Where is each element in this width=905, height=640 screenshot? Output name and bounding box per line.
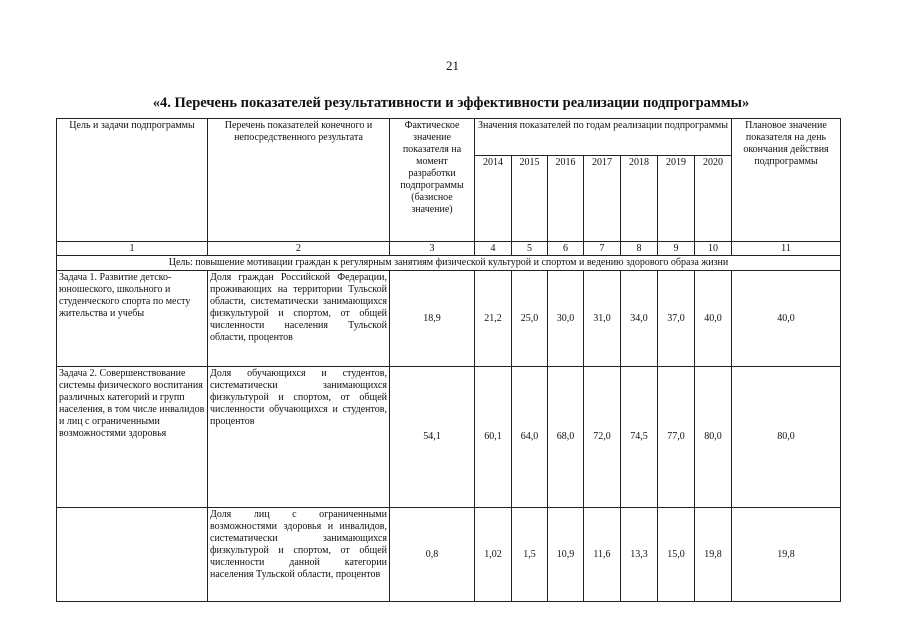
goal-text: Цель: повышение мотивации граждан к регулярным занятиям физической культурой и спортом и ведению здорового образа жизни (57, 256, 841, 271)
planned-value-cell: 40,0 (732, 271, 841, 367)
column-number: 11 (732, 242, 841, 256)
year-value-cell: 68,0 (548, 367, 584, 508)
planned-value-cell: 80,0 (732, 367, 841, 508)
task-cell: Задача 1. Развитие детско-юношеского, школьного и студенческого спорта по месту жительства и учебы (57, 271, 208, 367)
year-value-cell: 34,0 (621, 271, 658, 367)
base-value-cell: 54,1 (390, 367, 475, 508)
indicator-cell: Доля лиц с ограниченными возможностями здоровья и инвалидов, систематически занимающихся физкультурой и спортом, от общей численности данной категории населения Тульской области, процентов (208, 508, 390, 602)
indicator-cell: Доля граждан Российской Федерации, проживающих на территории Тульской области, систематически занимающихся физкультурой и спортом, от общей численности населения Тульской области, процентов (208, 271, 390, 367)
column-number: 7 (584, 242, 621, 256)
planned-value-cell: 19,8 (732, 508, 841, 602)
column-number: 9 (658, 242, 695, 256)
column-number: 3 (390, 242, 475, 256)
header-planned-value: Плановое значение показателя на день окончания действия подпрограммы (732, 119, 841, 242)
year-value-cell: 30,0 (548, 271, 584, 367)
year-value-cell: 37,0 (658, 271, 695, 367)
header-actual-value: Фактическое значение показателя на момент разработки подпрограммы (базисное значение) (390, 119, 475, 242)
year-value-cell: 21,2 (475, 271, 512, 367)
column-number: 6 (548, 242, 584, 256)
header-yearly-values: Значения показателей по годам реализации подпрограммы (475, 119, 732, 156)
year-value-cell: 10,9 (548, 508, 584, 602)
header-year: 2017 (584, 156, 621, 242)
year-value-cell: 74,5 (621, 367, 658, 508)
goal-row (57, 256, 841, 271)
year-value-cell: 1,02 (475, 508, 512, 602)
column-number: 10 (695, 242, 732, 256)
year-value-cell: 60,1 (475, 367, 512, 508)
table-row (57, 508, 841, 602)
column-number: 1 (57, 242, 208, 256)
header-row-top (57, 119, 841, 156)
header-goal-tasks: Цель и задачи подпрограммы (57, 119, 208, 242)
column-number: 8 (621, 242, 658, 256)
column-number-row (57, 242, 841, 256)
page-number: 21 (446, 58, 459, 73)
year-value-cell: 77,0 (658, 367, 695, 508)
header-year: 2015 (512, 156, 548, 242)
column-number: 4 (475, 242, 512, 256)
year-value-cell: 31,0 (584, 271, 621, 367)
year-value-cell: 72,0 (584, 367, 621, 508)
indicator-cell: Доля обучающихся и студентов, систематически занимающихся физкультурой и спортом, от общей численности обучающихся и студентов, процентов (208, 367, 390, 508)
header-year: 2016 (548, 156, 584, 242)
header-year: 2014 (475, 156, 512, 242)
year-value-cell: 80,0 (695, 367, 732, 508)
year-value-cell: 64,0 (512, 367, 548, 508)
year-value-cell: 19,8 (695, 508, 732, 602)
table-row (57, 271, 841, 367)
indicators-table (56, 118, 841, 602)
year-value-cell: 25,0 (512, 271, 548, 367)
header-year: 2018 (621, 156, 658, 242)
document-title: «4. Перечень показателей результативности и эффективности реализации подпрограммы» (152, 95, 750, 111)
task-cell (57, 508, 208, 602)
year-value-cell: 11,6 (584, 508, 621, 602)
year-value-cell: 13,3 (621, 508, 658, 602)
year-value-cell: 40,0 (695, 271, 732, 367)
header-year: 2019 (658, 156, 695, 242)
column-number: 2 (208, 242, 390, 256)
task-cell: Задача 2. Совершенствование системы физического воспитания различных категорий и групп населения, в том числе инвалидов и лиц с ограниченными возможностями здоровья (57, 367, 208, 508)
year-value-cell: 15,0 (658, 508, 695, 602)
base-value-cell: 18,9 (390, 271, 475, 367)
header-indicators-list: Перечень показателей конечного и непосредственного результата (208, 119, 390, 242)
table-row (57, 367, 841, 508)
base-value-cell: 0,8 (390, 508, 475, 602)
header-year: 2020 (695, 156, 732, 242)
year-value-cell: 1,5 (512, 508, 548, 602)
column-number: 5 (512, 242, 548, 256)
